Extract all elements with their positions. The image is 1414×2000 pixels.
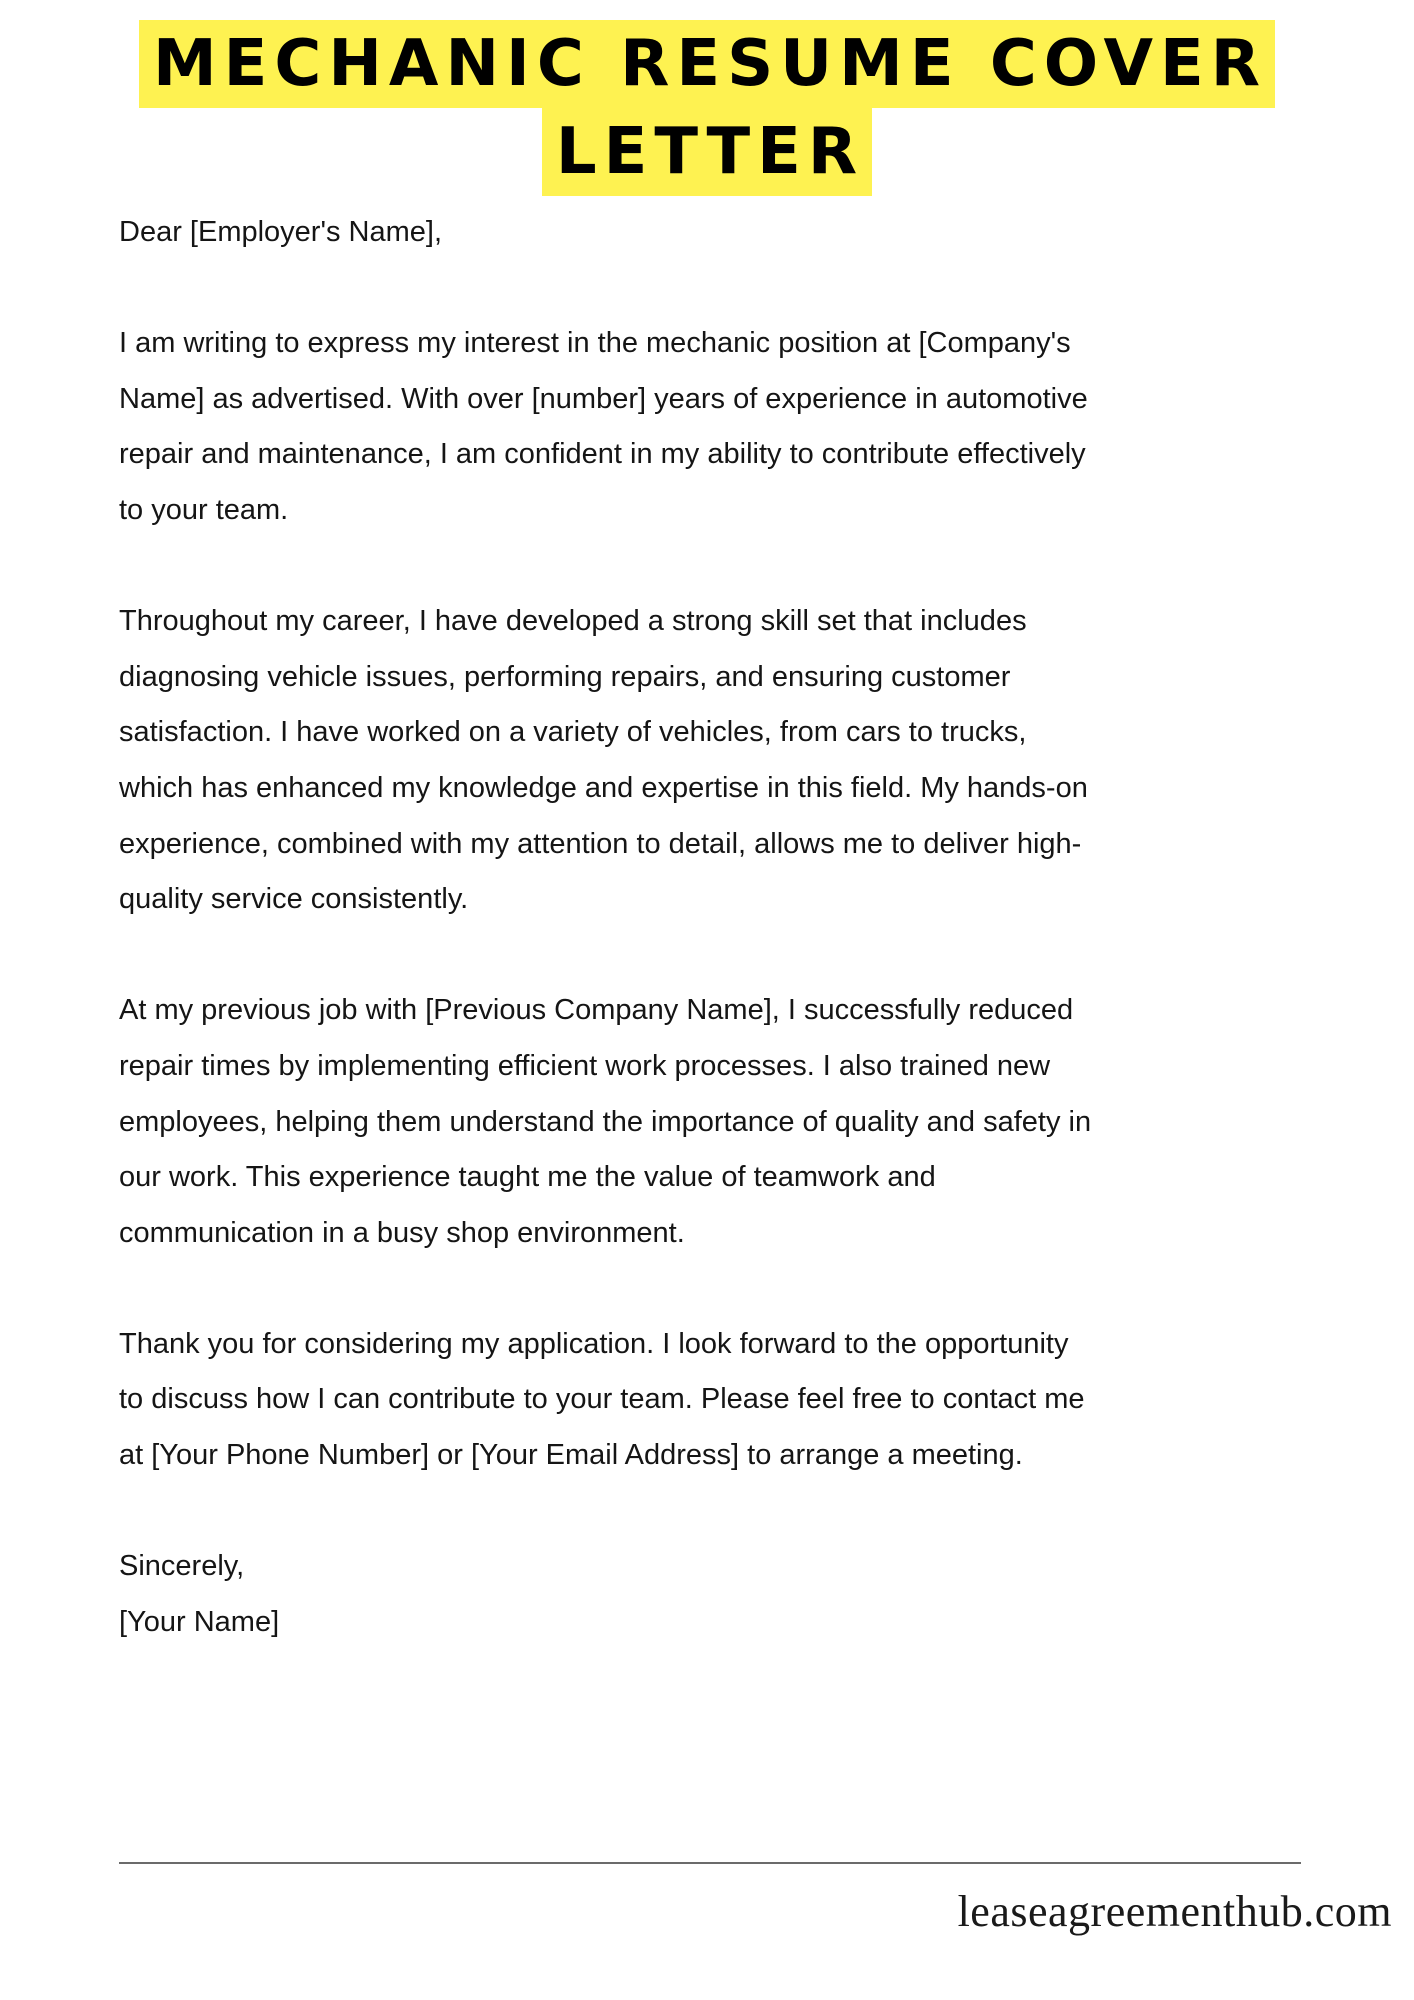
paragraph-line: communication in a busy shop environment.	[119, 1216, 685, 1249]
title-line-1: MECHANIC RESUME COVER	[139, 20, 1275, 108]
paragraph-line: experience, combined with my attention to detail, allows me to deliver high-	[119, 827, 1082, 860]
paragraph-3	[119, 983, 1319, 1261]
salutation: Dear [Employer's Name],	[119, 216, 443, 248]
paragraph-line: to your team.	[119, 493, 289, 526]
letter-body	[119, 205, 1319, 1650]
paragraph-line: to discuss how I can contribute to your team. Please feel free to contact me	[119, 1383, 1085, 1416]
paragraph-line: Throughout my career, I have developed a strong skill set that includes	[119, 605, 1027, 638]
footer-site-name: leaseagreementhub.com	[957, 1887, 1392, 1936]
document-title	[0, 20, 1414, 196]
paragraph-2	[119, 594, 1319, 928]
paragraph-4	[119, 1317, 1319, 1484]
paragraph-line: At my previous job with [Previous Company Name], I successfully reduced	[119, 994, 1074, 1027]
paragraph-line: diagnosing vehicle issues, performing repairs, and ensuring customer	[119, 660, 1011, 693]
paragraph-line: repair and maintenance, I am confident in my ability to contribute effectively	[119, 438, 1086, 471]
signature: [Your Name]	[119, 1605, 280, 1638]
paragraph-line: Thank you for considering my application. I look forward to the opportunity	[119, 1327, 1069, 1360]
paragraph-line: at [Your Phone Number] or [Your Email Address] to arrange a meeting.	[119, 1439, 1023, 1472]
paragraph-line: which has enhanced my knowledge and expertise in this field. My hands-on	[119, 771, 1088, 804]
footer-divider	[119, 1862, 1301, 1864]
title-line-2: LETTER	[542, 108, 872, 196]
paragraph-line: employees, helping them understand the importance of quality and safety in	[119, 1105, 1092, 1138]
closing: Sincerely,	[119, 1550, 245, 1583]
paragraph-line: repair times by implementing efficient work processes. I also trained new	[119, 1049, 1051, 1082]
paragraph-line: Name] as advertised. With over [number] years of experience in automotive	[119, 382, 1088, 415]
paragraph-line: I am writing to express my interest in the mechanic position at [Company's	[119, 327, 1071, 360]
paragraph-line: quality service consistently.	[119, 883, 469, 916]
paragraph-line: satisfaction. I have worked on a variety of vehicles, from cars to trucks,	[119, 716, 1027, 749]
paragraph-line: our work. This experience taught me the value of teamwork and	[119, 1161, 936, 1194]
paragraph-1	[119, 316, 1319, 538]
